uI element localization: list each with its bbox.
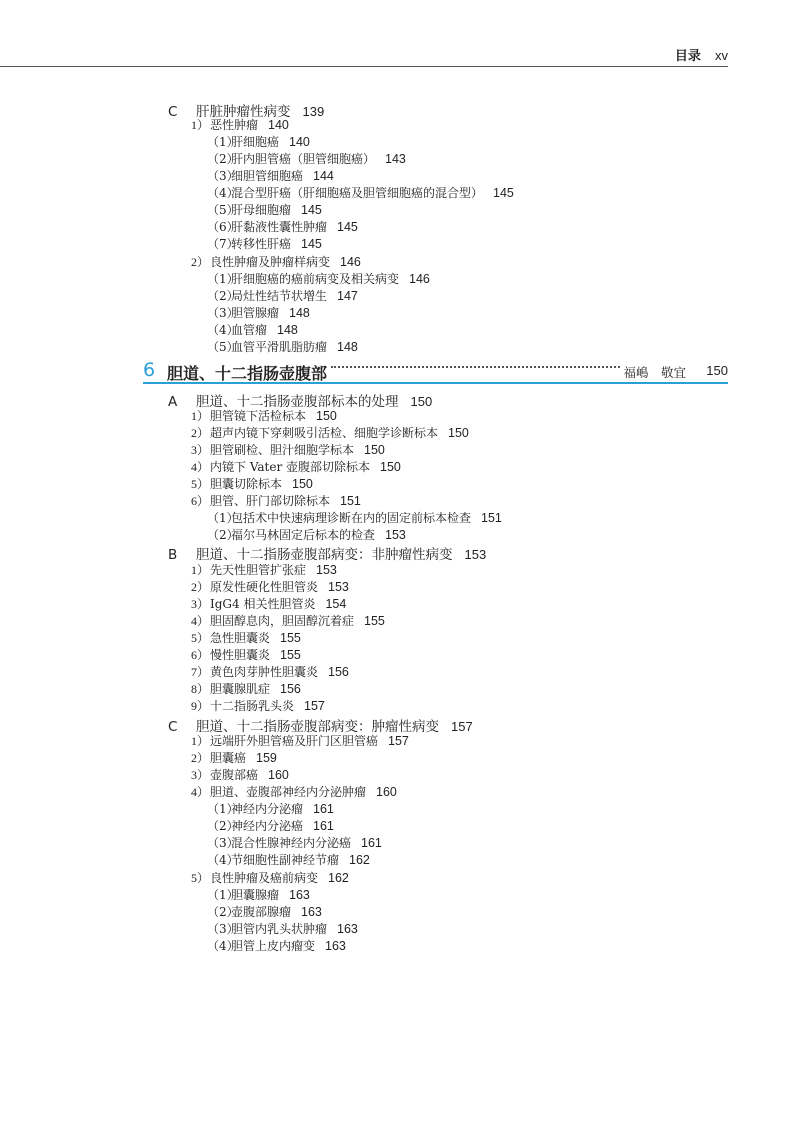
toc-subitem-label: 福尔马林固定后标本的检查 bbox=[231, 528, 376, 542]
toc-item-number: 6） bbox=[191, 648, 210, 662]
toc-item-label: 胆囊癌 bbox=[210, 751, 247, 765]
toc-item-number: 2） bbox=[191, 255, 210, 269]
leader-dots bbox=[331, 366, 620, 368]
toc-item-number: 4） bbox=[191, 460, 210, 474]
toc-subitem-number: （2） bbox=[207, 819, 239, 833]
toc-section-label: 肝脏肿瘤性病变 bbox=[196, 104, 291, 120]
toc-subitem-page: 147 bbox=[337, 289, 358, 303]
toc-item-label: 胆管镜下活检标本 bbox=[210, 409, 307, 423]
toc-section-number: A bbox=[168, 394, 178, 410]
toc-subitem-number: （3） bbox=[207, 306, 239, 320]
toc-item-page: 156 bbox=[328, 665, 349, 679]
toc-item-number: 3） bbox=[191, 443, 210, 457]
toc-item bbox=[191, 629, 301, 646]
toc-subitem-label: 胆管上皮内瘤变 bbox=[231, 939, 316, 953]
toc-subitem-number: （2） bbox=[207, 152, 239, 166]
toc-item-number: 1） bbox=[191, 409, 210, 423]
toc-item-label: 胆管、肝门部切除标本 bbox=[210, 494, 331, 508]
toc-item-page: 157 bbox=[388, 734, 409, 748]
header-rule bbox=[0, 66, 728, 67]
toc-subitem-page: 145 bbox=[337, 220, 358, 234]
toc-item bbox=[191, 458, 401, 475]
toc-item bbox=[191, 766, 289, 783]
toc-item bbox=[191, 663, 349, 680]
toc-subitem-page: 161 bbox=[361, 836, 382, 850]
toc-item-number: 4） bbox=[191, 785, 210, 799]
toc-subitem-label: 局灶性结节状增生 bbox=[231, 289, 328, 303]
toc-subitem-number: （4） bbox=[207, 853, 239, 867]
toc-subitem-label: 胆管腺瘤 bbox=[231, 306, 280, 320]
toc-subitem-label: 肝内胆管癌（胆管细胞癌） bbox=[231, 152, 376, 166]
toc-subitem-number: （1） bbox=[207, 511, 239, 525]
toc-item bbox=[191, 680, 301, 697]
toc-item bbox=[191, 732, 409, 749]
toc-item-number: 3） bbox=[191, 768, 210, 782]
toc-subitem bbox=[207, 526, 406, 543]
toc-section-number: C bbox=[168, 719, 178, 735]
toc-subitem-label: 转移性肝癌 bbox=[231, 237, 292, 251]
toc-subitem-page: 148 bbox=[289, 306, 310, 320]
toc-item-number: 1） bbox=[191, 563, 210, 577]
toc-subitem-page: 151 bbox=[481, 511, 502, 525]
toc-subitem-number: （6） bbox=[207, 220, 239, 234]
toc-section-page: 150 bbox=[410, 394, 433, 409]
toc-item-label: 胆道、壶腹部神经内分泌肿瘤 bbox=[210, 785, 367, 799]
toc-item bbox=[191, 646, 301, 663]
toc-item-label: 胆囊切除标本 bbox=[210, 477, 283, 491]
toc-subitem-number: （1） bbox=[207, 272, 239, 286]
toc-item-page: 150 bbox=[316, 409, 337, 423]
toc-item-label: 先天性胆管扩张症 bbox=[210, 563, 307, 577]
toc-item-label: 原发性硬化性胆管炎 bbox=[210, 580, 319, 594]
toc-item-page: 150 bbox=[448, 426, 469, 440]
toc-item-page: 154 bbox=[325, 597, 347, 611]
toc-section bbox=[168, 543, 486, 563]
toc-item-page: 155 bbox=[280, 648, 301, 662]
toc-item-label: 恶性肿瘤 bbox=[210, 118, 259, 132]
toc-item-label: 十二指肠乳头炎 bbox=[210, 699, 295, 713]
toc-subitem-page: 145 bbox=[493, 186, 514, 200]
toc-item-page: 153 bbox=[316, 563, 337, 577]
toc-item-page: 140 bbox=[268, 118, 289, 132]
toc-item-number: 6） bbox=[191, 494, 210, 508]
toc-subitem bbox=[207, 937, 346, 954]
toc-subitem bbox=[207, 817, 334, 834]
toc-subitem-label: 混合性腺神经内分泌癌 bbox=[231, 836, 352, 850]
toc-item-page: 159 bbox=[256, 751, 277, 765]
toc-section-number: C bbox=[168, 104, 178, 120]
toc-subitem-label: 神经内分泌瘤 bbox=[231, 802, 304, 816]
toc-item-page: 150 bbox=[380, 460, 401, 474]
toc-item-number: 5） bbox=[191, 477, 210, 491]
toc-item bbox=[191, 697, 325, 714]
toc-item bbox=[191, 749, 277, 766]
toc-subitem-page: 143 bbox=[385, 152, 406, 166]
toc-item-label: 良性肿瘤及肿瘤样病变 bbox=[210, 255, 331, 269]
toc-subitem-number: （2） bbox=[207, 528, 239, 542]
toc-item bbox=[191, 253, 361, 270]
toc-item-page: 160 bbox=[376, 785, 397, 799]
toc-item-label: IgG4 相关性胆管炎 bbox=[210, 597, 316, 611]
toc-subitem-label: 胆管内乳头状肿瘤 bbox=[231, 922, 328, 936]
toc-item bbox=[191, 407, 337, 424]
toc-subitem bbox=[207, 903, 322, 920]
toc-section-page: 153 bbox=[464, 547, 487, 562]
toc-item-number: 3） bbox=[191, 597, 210, 611]
toc-subitem-page: 161 bbox=[313, 802, 334, 816]
toc-item-page: 156 bbox=[280, 682, 301, 696]
toc-item bbox=[191, 612, 385, 629]
toc-subitem-page: 146 bbox=[409, 272, 430, 286]
toc-subitem-number: （1） bbox=[207, 888, 239, 902]
toc-subitem-number: （2） bbox=[207, 289, 239, 303]
toc-item-page: 146 bbox=[340, 255, 361, 269]
toc-subitem-number: （3） bbox=[207, 836, 239, 850]
toc-item-number: 2） bbox=[191, 580, 210, 594]
chapter-authors: 福嶋 敬宜 bbox=[623, 365, 686, 380]
toc-subitem bbox=[207, 167, 334, 184]
toc-item-number: 8） bbox=[191, 682, 210, 696]
chapter-heading bbox=[143, 361, 728, 381]
toc-item-label: 急性胆囊炎 bbox=[210, 631, 271, 645]
toc-item-label: 壶腹部癌 bbox=[210, 768, 259, 782]
toc-item-label: 慢性胆囊炎 bbox=[210, 648, 271, 662]
toc-item-label: 内镜下 Vater 壶腹部切除标本 bbox=[210, 460, 371, 474]
toc-subitem-number: （7） bbox=[207, 237, 239, 251]
toc-section-label: 胆道、十二指肠壶腹部病变：肿瘤性病变 bbox=[196, 719, 439, 735]
toc-subitem-label: 细胆管细胞癌 bbox=[231, 169, 304, 183]
toc-section-label: 胆道、十二指肠壶腹部病变：非肿瘤性病变 bbox=[196, 547, 453, 563]
toc-subitem-page: 140 bbox=[289, 135, 310, 149]
header-page-number: xv bbox=[715, 48, 728, 63]
toc-subitem bbox=[207, 800, 334, 817]
toc-item bbox=[191, 424, 469, 441]
running-header bbox=[675, 45, 728, 64]
toc-section-page: 157 bbox=[451, 719, 473, 734]
toc-section-page: 139 bbox=[302, 104, 325, 119]
toc-subitem-number: （5） bbox=[207, 340, 239, 354]
toc-item-page: 151 bbox=[340, 494, 361, 508]
chapter-page: 150 bbox=[706, 363, 728, 378]
toc-item-number: 5） bbox=[191, 631, 210, 645]
toc-item-label: 良性肿瘤及癌前病变 bbox=[210, 871, 319, 885]
toc-subitem-page: 163 bbox=[289, 888, 310, 902]
toc-subitem-page: 144 bbox=[313, 169, 334, 183]
toc-subitem bbox=[207, 321, 298, 338]
toc-subitem-number: （1） bbox=[207, 802, 239, 816]
toc-item-label: 胆管刷检、胆汁细胞学标本 bbox=[210, 443, 355, 457]
toc-item bbox=[191, 578, 349, 595]
toc-subitem bbox=[207, 304, 310, 321]
toc-item-number: 2） bbox=[191, 751, 210, 765]
toc-subitem bbox=[207, 150, 406, 167]
toc-subitem-label: 神经内分泌癌 bbox=[231, 819, 304, 833]
toc-subitem bbox=[207, 886, 310, 903]
toc-subitem-label: 节细胞性副神经节瘤 bbox=[231, 853, 340, 867]
toc-subitem-number: （4） bbox=[207, 186, 239, 200]
toc-subitem bbox=[207, 218, 358, 235]
header-title: 目录 bbox=[674, 49, 701, 64]
chapter-number: 6 bbox=[143, 359, 156, 381]
toc-subitem-number: （4） bbox=[207, 939, 239, 953]
toc-subitem-page: 163 bbox=[337, 922, 358, 936]
toc-item bbox=[191, 561, 337, 578]
toc-item-page: 155 bbox=[280, 631, 301, 645]
toc-item-label: 超声内镜下穿刺吸引活检、细胞学诊断标本 bbox=[210, 426, 439, 440]
toc-subitem bbox=[207, 834, 382, 851]
toc-item-label: 胆固醇息肉，胆固醇沉着症 bbox=[210, 614, 355, 628]
toc-item-number: 2） bbox=[191, 426, 210, 440]
toc-subitem-label: 肝细胞癌 bbox=[231, 135, 280, 149]
toc-subitem-label: 血管平滑肌脂肪瘤 bbox=[231, 340, 328, 354]
toc-item-page: 162 bbox=[328, 871, 349, 885]
toc-subitem-number: （3） bbox=[207, 169, 239, 183]
toc-item bbox=[191, 595, 346, 612]
toc-subitem-page: 161 bbox=[313, 819, 334, 833]
toc-item bbox=[191, 783, 397, 800]
toc-subitem-number: （4） bbox=[207, 323, 239, 337]
toc-section-number: B bbox=[168, 547, 178, 563]
toc-item-number: 7） bbox=[191, 665, 210, 679]
toc-item bbox=[191, 869, 349, 886]
toc-subitem-label: 肝母细胞瘤 bbox=[231, 203, 292, 217]
toc-subitem-page: 145 bbox=[301, 203, 322, 217]
toc-subitem-number: （2） bbox=[207, 905, 239, 919]
toc-item-number: 1） bbox=[191, 118, 210, 132]
toc-subitem bbox=[207, 338, 358, 355]
toc-item-page: 150 bbox=[292, 477, 313, 491]
toc-item-label: 远端肝外胆管癌及肝门区胆管癌 bbox=[210, 734, 379, 748]
toc-item-page: 157 bbox=[304, 699, 325, 713]
toc-subitem-page: 163 bbox=[325, 939, 346, 953]
toc-subitem bbox=[207, 235, 322, 252]
toc-subitem-label: 肝细胞癌的癌前病变及相关病变 bbox=[231, 272, 400, 286]
toc-item-page: 160 bbox=[268, 768, 289, 782]
toc-subitem-label: 包括术中快速病理诊断在内的固定前标本检查 bbox=[231, 511, 472, 525]
toc-subitem-number: （3） bbox=[207, 922, 239, 936]
toc-item bbox=[191, 492, 361, 509]
toc-item-number: 1） bbox=[191, 734, 210, 748]
toc-item-label: 胆囊腺肌症 bbox=[210, 682, 271, 696]
toc-subitem-label: 混合型肝癌（肝细胞癌及胆管细胞癌的混合型） bbox=[231, 186, 484, 200]
toc-subitem-label: 胆囊腺瘤 bbox=[231, 888, 280, 902]
toc-subitem-number: （5） bbox=[207, 203, 239, 217]
toc-subitem bbox=[207, 270, 430, 287]
toc-subitem-number: （1） bbox=[207, 135, 239, 149]
toc-subitem bbox=[207, 851, 370, 868]
toc-item-number: 5） bbox=[191, 871, 210, 885]
toc-item-page: 155 bbox=[364, 614, 385, 628]
toc-item bbox=[191, 116, 289, 133]
toc-subitem bbox=[207, 920, 358, 937]
toc-subitem bbox=[207, 509, 502, 526]
toc-subitem-page: 153 bbox=[385, 528, 406, 542]
toc-subitem bbox=[207, 133, 310, 150]
chapter-rule bbox=[143, 382, 728, 384]
toc-item-number: 9） bbox=[191, 699, 210, 713]
toc-subitem-page: 163 bbox=[301, 905, 322, 919]
toc-subitem bbox=[207, 287, 358, 304]
toc-item-number: 4） bbox=[191, 614, 210, 628]
toc-subitem bbox=[207, 184, 514, 201]
toc-item bbox=[191, 475, 313, 492]
toc-item-page: 153 bbox=[328, 580, 349, 594]
toc-subitem-page: 148 bbox=[277, 323, 298, 337]
toc-subitem-label: 肝黏液性囊性肿瘤 bbox=[231, 220, 328, 234]
toc-section-label: 胆道、十二指肠壶腹部标本的处理 bbox=[196, 394, 399, 410]
toc-subitem-page: 145 bbox=[301, 237, 322, 251]
toc-item-label: 黄色肉芽肿性胆囊炎 bbox=[210, 665, 319, 679]
chapter-title: 胆道、十二指肠壶腹部 bbox=[167, 364, 328, 383]
toc-subitem-label: 血管瘤 bbox=[231, 323, 268, 337]
toc-subitem-label: 壶腹部腺瘤 bbox=[231, 905, 292, 919]
toc-subitem-page: 148 bbox=[337, 340, 358, 354]
toc-subitem bbox=[207, 201, 322, 218]
toc-subitem-page: 162 bbox=[349, 853, 370, 867]
toc-item-page: 150 bbox=[364, 443, 385, 457]
toc-item bbox=[191, 441, 385, 458]
